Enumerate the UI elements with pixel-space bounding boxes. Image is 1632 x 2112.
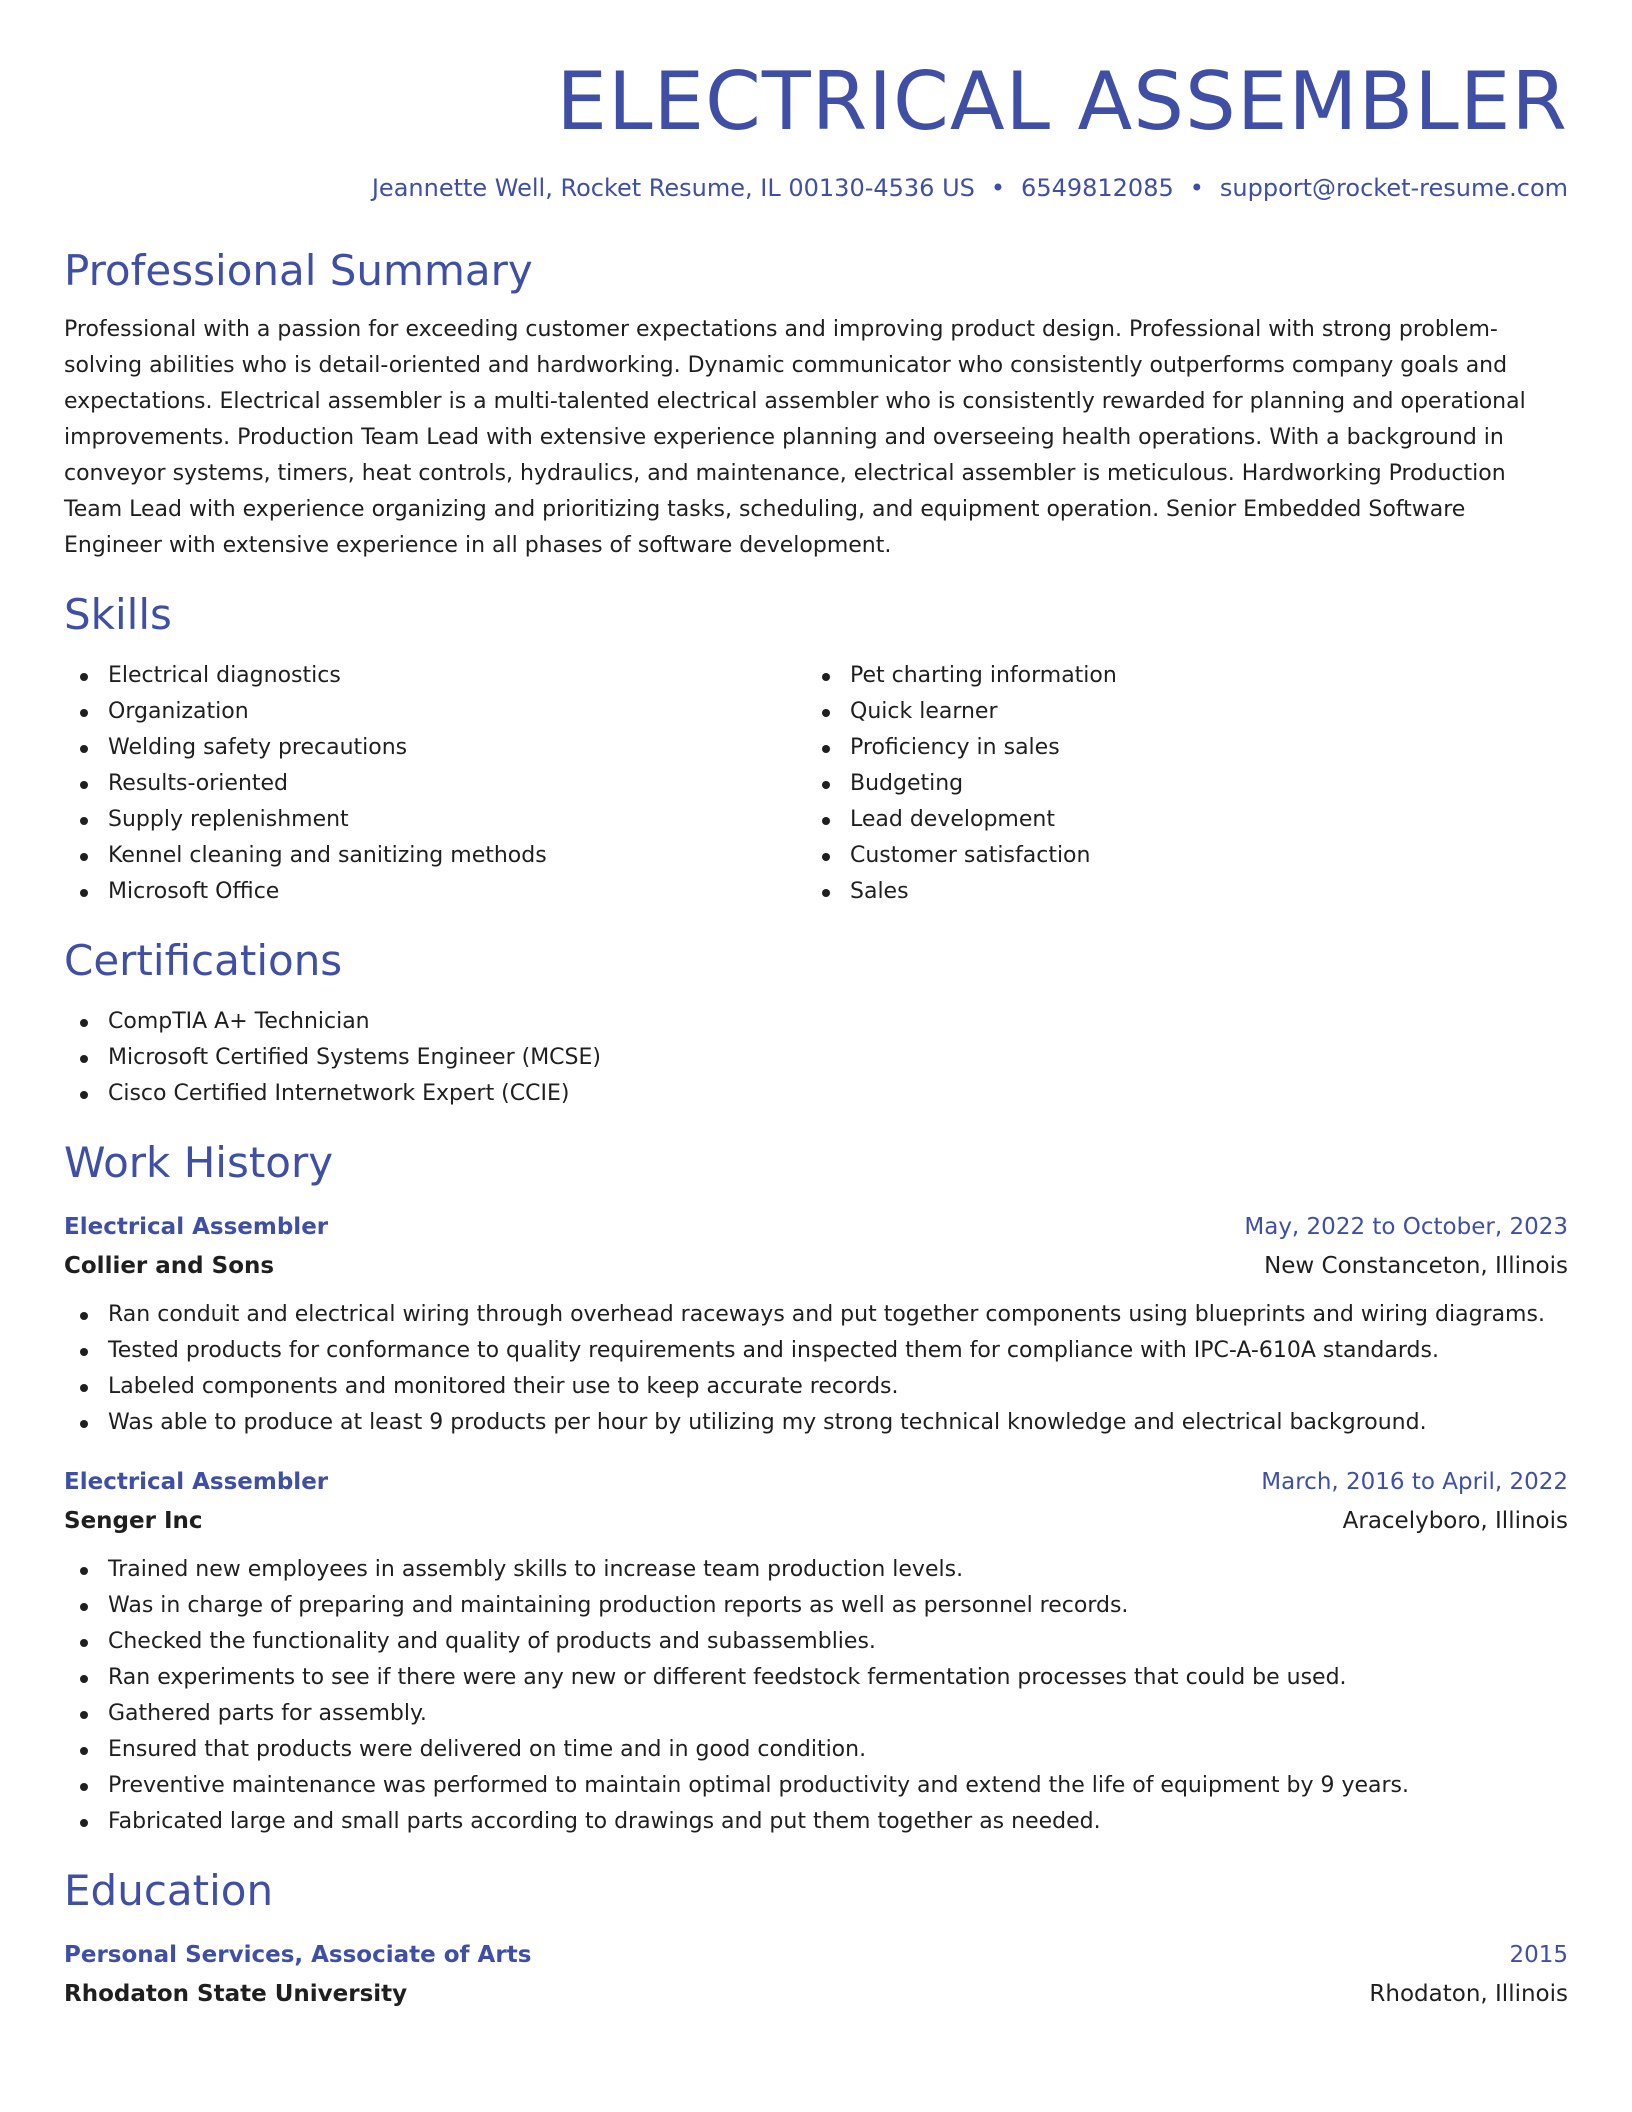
education-location: Rhodaton, Illinois	[1369, 1981, 1568, 2007]
contact-phone: 6549812085	[1021, 174, 1174, 202]
job-duty: Fabricated large and small parts according to drawings and put them together as needed.	[64, 1804, 1568, 1840]
skill-item: Organization	[64, 694, 806, 730]
certification-item: Cisco Certified Internetwork Expert (CCIE)	[64, 1076, 1568, 1112]
job-entry	[64, 1210, 1568, 1441]
job-duty: Ran conduit and electrical wiring through overhead raceways and put together components using blueprints and wiring diagrams.	[64, 1297, 1568, 1333]
skill-item: Quick learner	[806, 694, 1548, 730]
job-duty: Was in charge of preparing and maintaining production reports as well as personnel records.	[64, 1588, 1568, 1624]
job-duty: Ensured that products were delivered on time and in good condition.	[64, 1732, 1568, 1768]
skill-item: Proficiency in sales	[806, 730, 1548, 766]
resume-title: ELECTRICAL ASSEMBLER	[556, 55, 1568, 148]
summary-heading: Professional Summary	[64, 246, 533, 295]
skills-list-right	[806, 658, 1548, 910]
education-year: 2015	[1509, 1942, 1568, 1968]
contact-separator: •	[990, 174, 1006, 202]
job-title: Electrical Assembler	[64, 1469, 329, 1495]
skill-item: Microsoft Office	[64, 874, 806, 910]
certifications-list	[64, 1004, 1568, 1112]
job-duty: Trained new employees in assembly skills to increase team production levels.	[64, 1552, 1568, 1588]
skill-item: Results-oriented	[64, 766, 806, 802]
skill-item: Pet charting information	[806, 658, 1548, 694]
job-duty: Was able to produce at least 9 products per hour by utilizing my strong technical knowledge and electrical background.	[64, 1405, 1568, 1441]
education-heading: Education	[64, 1866, 274, 1915]
job-location: Aracelyboro, Illinois	[1342, 1508, 1568, 1534]
contact-email[interactable]: support@rocket-resume.com	[1219, 174, 1568, 202]
work-history-section	[64, 1136, 1568, 1840]
education-degree: Personal Services, Associate of Arts	[64, 1942, 532, 1968]
summary-text: Professional with a passion for exceeding customer expectations and improving product design. Professional with strong problem-solving abilities who is detail-oriented and hardworking. Dynamic communicator who consistently outperforms company goals and expectations. Electrical assembler is a multi-talented electrical assembler who is consistently rewarded for planning and operational improvements. Production Team Lead with extensive experience planning and overseeing health operations. With a background in conveyor systems, timers, heat controls, hydraulics, and maintenance, electrical assembler is meticulous. Hardworking Production Team Lead with experience organizing and prioritizing tasks, scheduling, and equipment operation. Senior Embedded Software Engineer with extensive experience in all phases of software development.	[64, 317, 1526, 558]
skill-item: Lead development	[806, 802, 1548, 838]
job-entry	[64, 1465, 1568, 1840]
education-school: Rhodaton State University	[64, 1981, 408, 2007]
job-dates: May, 2022 to October, 2023	[1244, 1214, 1568, 1240]
education-header	[64, 1938, 1568, 1972]
contact-address: Jeannette Well, Rocket Resume, IL 00130-4536 US	[371, 174, 975, 202]
job-duty: Preventive maintenance was performed to maintain optimal productivity and extend the life of equipment by 9 years.	[64, 1768, 1568, 1804]
skills-list-left	[64, 658, 806, 910]
resume-page	[64, 0, 1568, 2011]
certifications-section	[64, 934, 1568, 1112]
education-entry	[64, 1938, 1568, 2011]
job-dates: March, 2016 to April, 2022	[1261, 1469, 1568, 1495]
summary-section	[64, 244, 1568, 564]
skill-item: Kennel cleaning and sanitizing methods	[64, 838, 806, 874]
job-duty: Gathered parts for assembly.	[64, 1696, 1568, 1732]
job-duty: Checked the functionality and quality of products and subassemblies.	[64, 1624, 1568, 1660]
education-subheader	[64, 1977, 1568, 2011]
job-header	[64, 1465, 1568, 1499]
skill-item: Customer satisfaction	[806, 838, 1548, 874]
job-company: Senger Inc	[64, 1508, 203, 1534]
skill-item: Welding safety precautions	[64, 730, 806, 766]
certification-item: CompTIA A+ Technician	[64, 1004, 1568, 1040]
job-company: Collier and Sons	[64, 1253, 275, 1279]
contact-separator: •	[1189, 174, 1204, 202]
job-duty: Tested products for conformance to quality requirements and inspected them for compliance with IPC-A-610A standards.	[64, 1333, 1568, 1369]
education-section	[64, 1864, 1568, 2011]
certification-item: Microsoft Certified Systems Engineer (MCSE)	[64, 1040, 1568, 1076]
contact-line	[64, 172, 1568, 204]
job-header	[64, 1210, 1568, 1244]
skills-section	[64, 588, 1568, 910]
job-subheader	[64, 1504, 1568, 1538]
job-duties	[64, 1297, 1568, 1441]
work-history-heading: Work History	[64, 1138, 334, 1187]
job-subheader	[64, 1249, 1568, 1283]
job-duty: Ran experiments to see if there were any new or different feedstock fermentation processes that could be used.	[64, 1660, 1568, 1696]
skill-item: Sales	[806, 874, 1548, 910]
job-duty: Labeled components and monitored their use to keep accurate records.	[64, 1369, 1568, 1405]
skill-item: Budgeting	[806, 766, 1548, 802]
certifications-heading: Certifications	[64, 936, 343, 985]
skill-item: Electrical diagnostics	[64, 658, 806, 694]
job-duties	[64, 1552, 1568, 1840]
job-title: Electrical Assembler	[64, 1214, 329, 1240]
skills-heading: Skills	[64, 590, 172, 639]
skills-columns	[64, 658, 1568, 910]
job-location: New Constanceton, Illinois	[1264, 1253, 1568, 1279]
skill-item: Supply replenishment	[64, 802, 806, 838]
